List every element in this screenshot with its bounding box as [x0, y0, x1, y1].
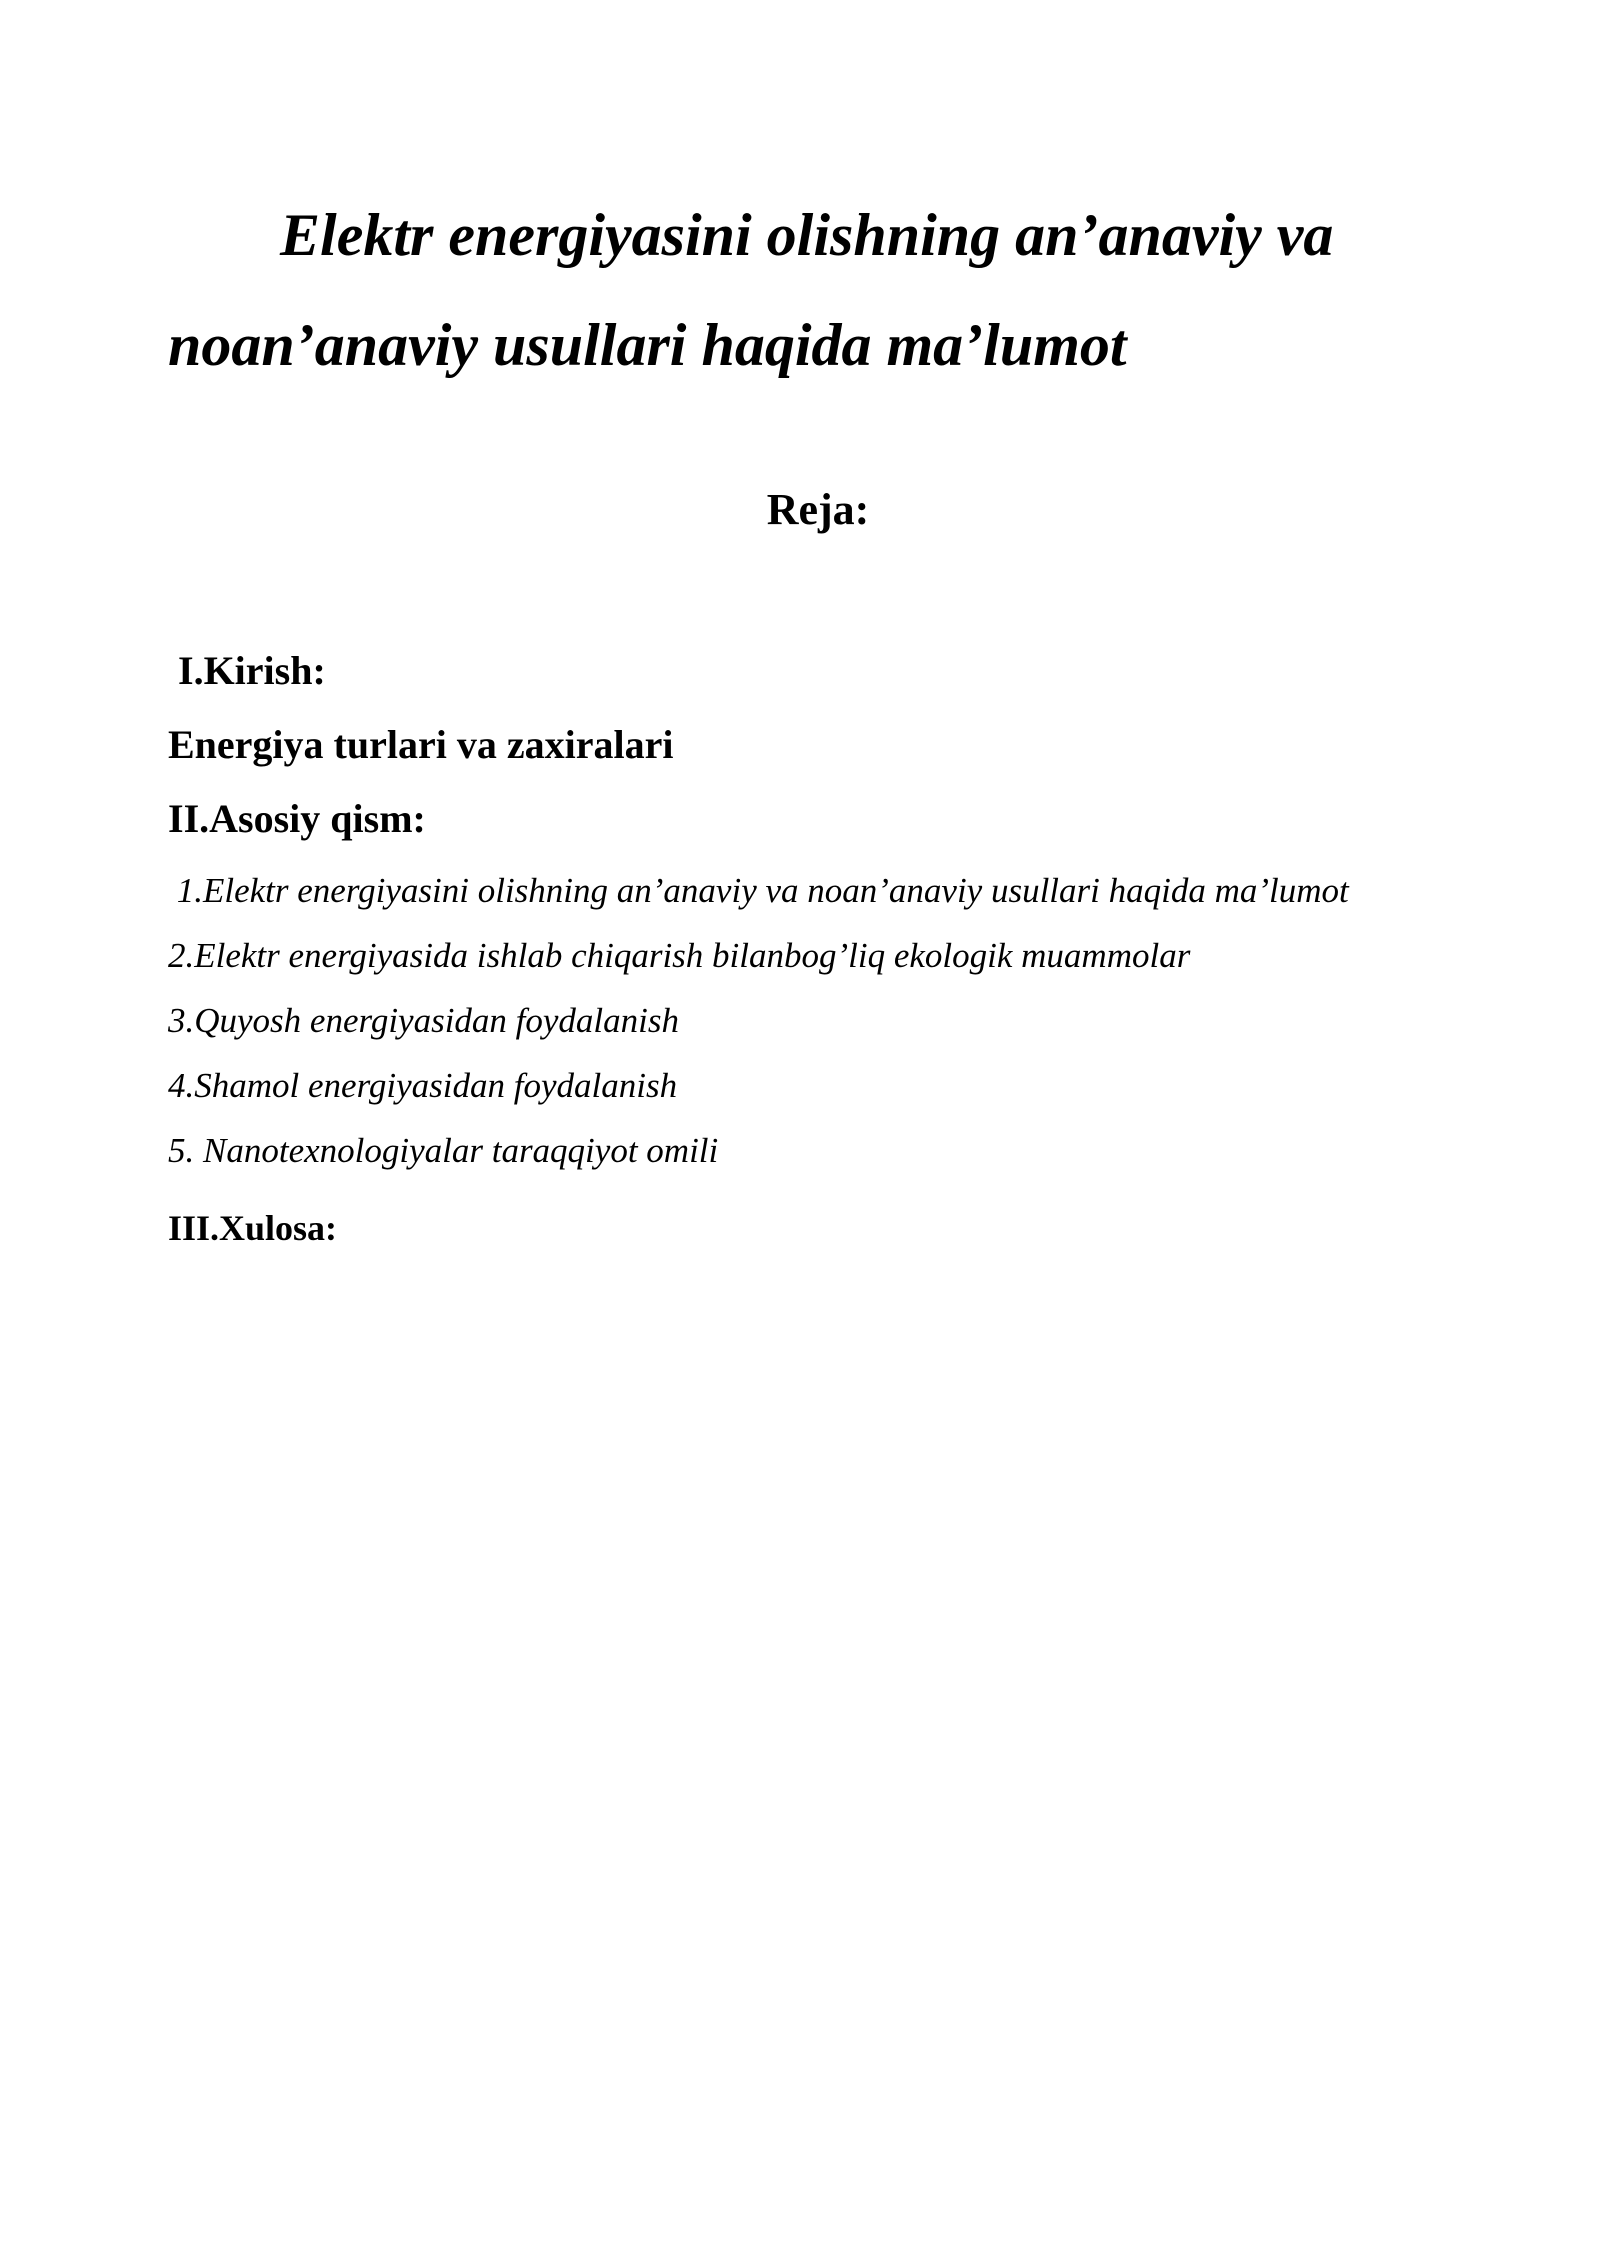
conclusion-heading: III.Xulosa:: [168, 1208, 338, 1248]
main-heading: II.Asosiy qism:: [168, 796, 426, 841]
intro-heading: I.Kirish:: [168, 648, 326, 693]
main-item-1: 1.Elektr energiyasini olishning an’anaviy va noan’anaviy usullari haqida ma’lumot: [168, 871, 1349, 910]
intro-subheading: Energiya turlari va zaxiralari: [168, 722, 674, 767]
main-item-3: 3.Quyosh energiyasidan foydalanish: [168, 1001, 680, 1040]
main-item-5: 5. Nanotexnologiyalar taraqqiyot omili: [168, 1131, 719, 1170]
main-item-2: 2.Elektr energiyasida ishlab chiqarish bilanbog’liq ekologik muammolar: [168, 936, 1191, 975]
document-title: Elektr energiyasini olishning an’anaviy va noan’anaviy usullari haqida ma’lumot: [168, 202, 1334, 378]
plan-heading: Reja:: [766, 485, 870, 534]
main-item-4: 4.Shamol energiyasidan foydalanish: [168, 1066, 678, 1105]
